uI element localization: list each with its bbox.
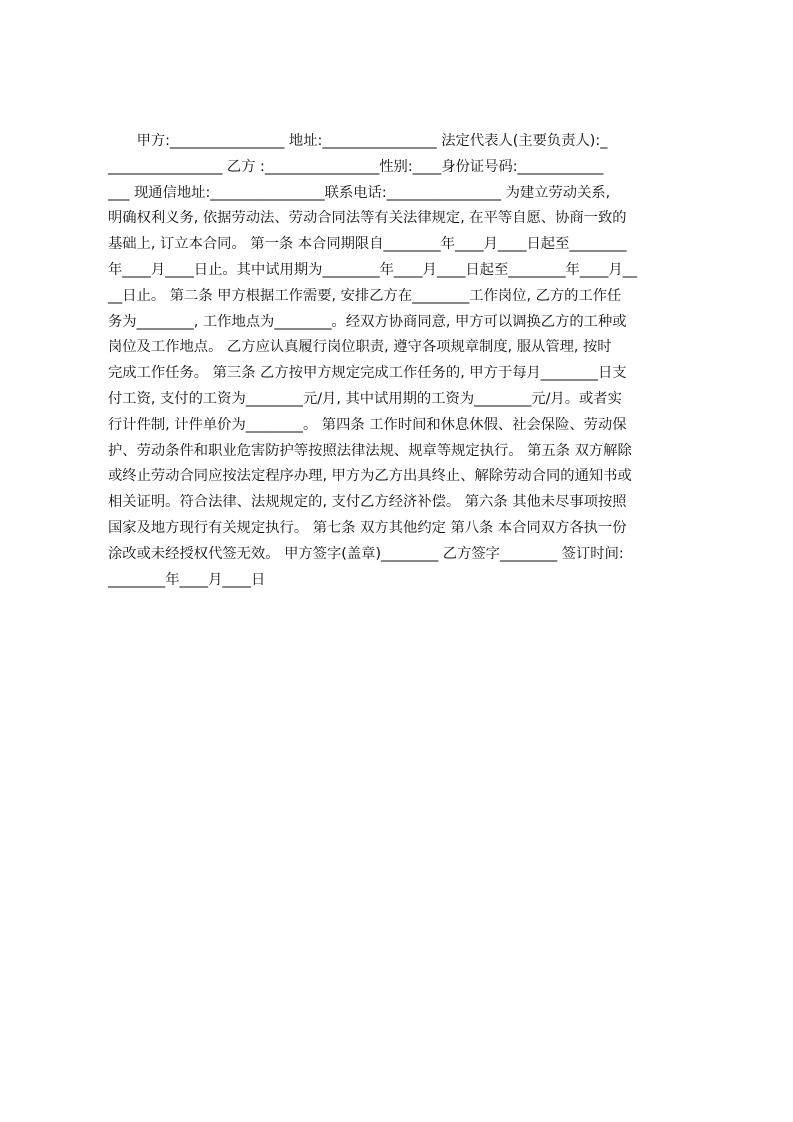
contract-line-article-6: 相关证明。符合法律、法规规定的, 支付乙方经济补偿。 第六条 其他未尽事项按照 xyxy=(108,494,627,511)
contract-line-article-7-8: 国家及地方现行有关规定执行。 第七条 双方其他约定 第八条 本合同双方各执一份 xyxy=(108,519,627,536)
contract-line-parties-b: ________________ 乙方 :________________性别:____身份证号码:____________ xyxy=(108,158,604,175)
contract-line-sign-date: ________年____月____日 xyxy=(108,571,266,588)
contract-line-purpose: 明确权利义务, 依据劳动法、劳动合同法等有关法律规定, 在平等自愿、协商一致的 xyxy=(108,210,627,227)
contract-line-article-3: 完成工作任务。 第三条 乙方按甲方规定完成工作任务的, 甲方于每月________日支 xyxy=(108,365,627,382)
contract-line-parties-a: 甲方:________________ 地址:________________ 法定代表人(主要负责人):_ xyxy=(108,133,608,149)
contract-line-article-5: 护、劳动条件和职业危害防护等按照法律法规、规章等规定执行。 第五条 双方解除 xyxy=(108,442,632,459)
contract-line-article-4: 行计件制, 计件单价为________。 第四条 工作时间和休息休假、社会保险、劳动保 xyxy=(108,416,627,433)
contract-line-post: 岗位及工作地点。 乙方应认真履行岗位职责, 遵守各项规章制度, 服从管理, 按时 xyxy=(108,339,612,356)
contract-line-duties: 务为________, 工作地点为________。经双方协商同意, 甲方可以调换乙方的工种或 xyxy=(108,313,627,330)
contract-line-signatures: 涂改或未经授权代签无效。 甲方签字(盖章)________ 乙方签字________ 签订时间: xyxy=(108,545,624,562)
contract-line-probation: 年____月____日止。其中试用期为________年____月____日起至________年____月__ xyxy=(108,261,637,278)
contract-body xyxy=(108,129,708,593)
contract-line-termination: 或终止劳动合同应按法定程序办理, 甲方为乙方出具终止、解除劳动合同的通知书或 xyxy=(108,468,632,485)
contract-line-wages: 付工资, 支付的工资为________元/月, 其中试用期的工资为________元/月。或者实 xyxy=(108,390,622,407)
contract-line-article-2: __日止。 第二条 甲方根据工作需要, 安排乙方在________工作岗位, 乙方的工作任 xyxy=(108,287,622,304)
contract-line-contact: ___ 现通信地址:________________联系电话:________________ 为建立劳动关系, xyxy=(108,184,611,201)
contract-line-article-1: 基础上, 订立本合同。 第一条 本合同期限自________年____月____日起至________ xyxy=(108,236,627,253)
